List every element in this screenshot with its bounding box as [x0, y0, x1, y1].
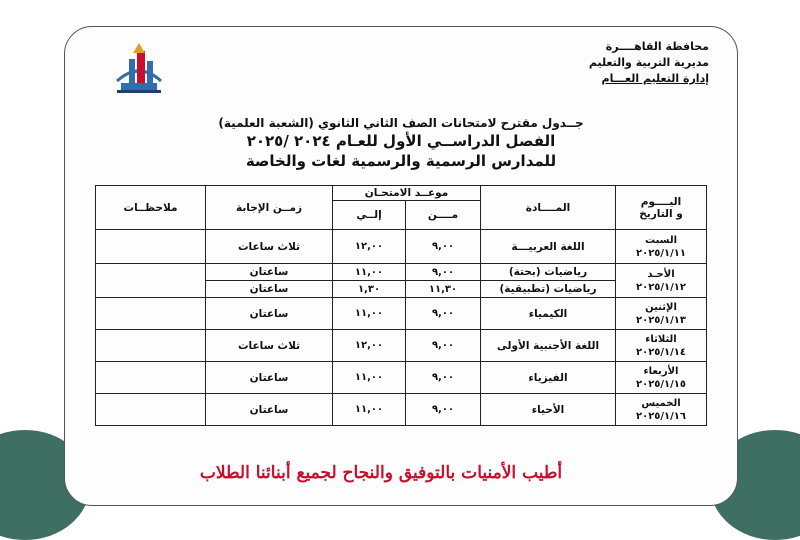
- footer-wishes: أطيب الأمنيات بالتوفيق والنجاح لجميع أبنائنا الطلاب: [199, 463, 563, 483]
- row-subject: اللغة الأجنبية الأولى: [481, 330, 616, 362]
- row-duration: ثلاث ساعات: [206, 230, 333, 264]
- header-time: موعــد الامتحـان: [333, 186, 481, 201]
- row-to: ١١,٠٠: [333, 298, 406, 330]
- row-date: ٢٠٢٥/١/١٦: [635, 410, 687, 422]
- document-paper: [64, 26, 738, 506]
- row-from: ٩,٠٠: [406, 362, 481, 394]
- row-notes: [96, 230, 206, 264]
- document-titles: [65, 115, 737, 171]
- row-date: ٢٠٢٥/١/١٣: [635, 314, 687, 326]
- row-day: السبت: [644, 234, 678, 246]
- title-schedule: جــدول مقترح لامتحانات الصف الثاني الثانوي (الشعبة العلمية): [218, 116, 584, 130]
- header-to: إلــي: [333, 201, 406, 230]
- row-day: الأربعاء: [643, 365, 679, 377]
- row-notes: [96, 362, 206, 394]
- row-notes: [96, 394, 206, 426]
- row-subject: رياضيات (بحتة): [481, 264, 616, 281]
- row-notes: [96, 330, 206, 362]
- row-notes: [96, 298, 206, 330]
- row-date: ٢٠٢٥/١/١٢: [635, 281, 687, 293]
- row-subject: الفيزياء: [481, 362, 616, 394]
- directorate-logo-icon: [103, 41, 175, 99]
- issuer-administration: إدارة التعليم العـــام: [601, 72, 709, 85]
- row-day: الخميس: [641, 397, 681, 409]
- row-date: ٢٠٢٥/١/١٥: [635, 378, 687, 390]
- row-date: ٢٠٢٥/١/١٤: [635, 346, 687, 358]
- table-row: [96, 230, 707, 264]
- row-to: ١١,٠٠: [333, 264, 406, 281]
- row-duration: ثلاث ساعات: [206, 330, 333, 362]
- row-day-date: [616, 230, 707, 264]
- header-subject: المــــادة: [481, 186, 616, 230]
- row-duration: ساعتان: [206, 362, 333, 394]
- row-to: ١٢,٠٠: [333, 330, 406, 362]
- issuer-header: [589, 39, 709, 87]
- row-day-date: [616, 394, 707, 426]
- row-to: ١١,٠٠: [333, 394, 406, 426]
- row-from: ٩,٠٠: [406, 264, 481, 281]
- row-subject: اللغة العربيـــة: [481, 230, 616, 264]
- row-from: ١١,٣٠: [406, 281, 481, 298]
- header-duration: زمــن الإجابة: [206, 186, 333, 230]
- row-date: ٢٠٢٥/١/١١: [635, 247, 687, 259]
- row-to: ١,٣٠: [333, 281, 406, 298]
- row-subject: الكيمياء: [481, 298, 616, 330]
- table-row: [96, 362, 707, 394]
- issuer-directorate: مديرية التربية والتعليم: [588, 56, 709, 69]
- table-row: [96, 330, 707, 362]
- row-day-date: [616, 298, 707, 330]
- row-from: ٩,٠٠: [406, 230, 481, 264]
- row-from: ٩,٠٠: [406, 298, 481, 330]
- row-to: ١١,٠٠: [333, 362, 406, 394]
- row-day-date: [616, 330, 707, 362]
- row-day-date: [616, 362, 707, 394]
- exam-schedule-table: [95, 185, 707, 426]
- table-row: [96, 394, 707, 426]
- row-from: ٩,٠٠: [406, 394, 481, 426]
- title-term: الفصل الدراســي الأول للعـام ٢٠٢٤ /٢٠٢٥: [246, 132, 556, 150]
- row-from: ٩,٠٠: [406, 330, 481, 362]
- row-subject: الأحياء: [481, 394, 616, 426]
- row-day: الأحـد: [647, 268, 675, 280]
- row-duration: ساعتان: [206, 264, 333, 281]
- row-day: الثلاثاء: [645, 333, 677, 345]
- row-to: ١٢,٠٠: [333, 230, 406, 264]
- title-schools: للمدارس الرسمية والرسمية لغات والخاصة: [245, 152, 557, 170]
- header-from: مــــن: [406, 201, 481, 230]
- row-duration: ساعتان: [206, 298, 333, 330]
- header-date: و التاريخ: [639, 207, 683, 220]
- table-row: [96, 264, 707, 281]
- row-duration: ساعتان: [206, 281, 333, 298]
- row-subject: رياضيات (تطبيقية): [481, 281, 616, 298]
- row-day-date: [616, 264, 707, 298]
- table-row: [96, 298, 707, 330]
- row-notes: [96, 264, 206, 298]
- row-duration: ساعتان: [206, 394, 333, 426]
- header-day-date: [616, 186, 707, 230]
- row-day: الإثنين: [645, 301, 677, 313]
- header-day: اليــــوم: [640, 195, 682, 208]
- issuer-governorate: محافظة القاهــــرة: [605, 40, 709, 53]
- header-notes: ملاحظــات: [96, 186, 206, 230]
